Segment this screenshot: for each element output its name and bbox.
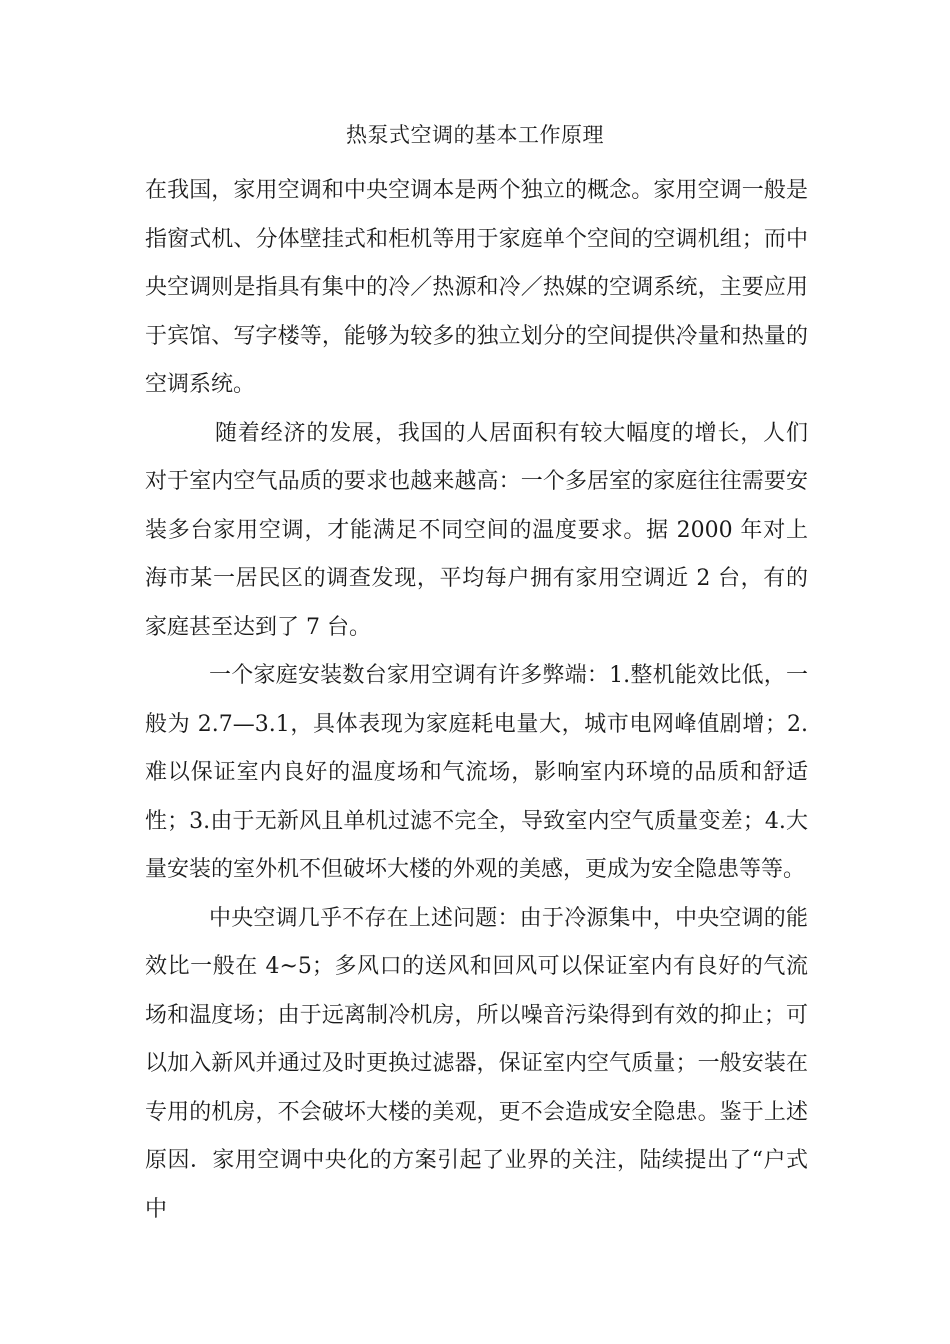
document-body — [145, 167, 808, 1234]
document-title: 热泵式空调的基本工作原理 — [346, 123, 604, 147]
paragraph-4: 中央空调几乎不存在上述问题：由于冷源集中，中央空调的能效比一般在 4~5；多风口的送风和回风可以保证室内有良好的气流场和温度场；由于远离制冷机房，所以噪音污染得到有效的抑止；可以加入新风并通过及时更换过滤器，保证室内空气质量；一般安装在专用的机房，不会破坏大楼的美观，更不会造成安全隐患。鉴于上述原因．家用空调中央化的方案引起了业界的关注，陆续提出了“户式中 — [145, 905, 808, 1222]
paragraph-3: 一个家庭安装数台家用空调有许多弊端：1.整机能效比低，一般为 2.7—3.1，具体表现为家庭耗电量大，城市电网峰值剧增；2.难以保证室内良好的温度场和气流场，影响室内环境的品质和舒适性；3.由于无新风且单机过滤不完全，导致室内空气质量变差；4.大量安装的室外机不但破坏大楼的外观的美感，更成为安全隐患等等。 — [145, 663, 808, 882]
paragraph-1: 在我国，家用空调和中央空调本是两个独立的概念。家用空调一般是指窗式机、分体壁挂式和柜机等用于家庭单个空间的空调机组；而中央空调则是指具有集中的冷／热源和冷／热媒的空调系统，主要应用于宾馆、写字楼等，能够为较多的独立划分的空间提供冷量和热量的空调系统。 — [145, 178, 808, 397]
paragraph-2: 随着经济的发展，我国的人居面积有较大幅度的增长，人们对于室内空气品质的要求也越来越高：一个多居室的家庭往往需要安装多台家用空调，才能满足不同空间的温度要求。据 2000 年对上海市某一居民区的调查发现，平均每户拥有家用空调近 2 台，有的家庭甚至达到了 7 台。 — [145, 420, 808, 640]
